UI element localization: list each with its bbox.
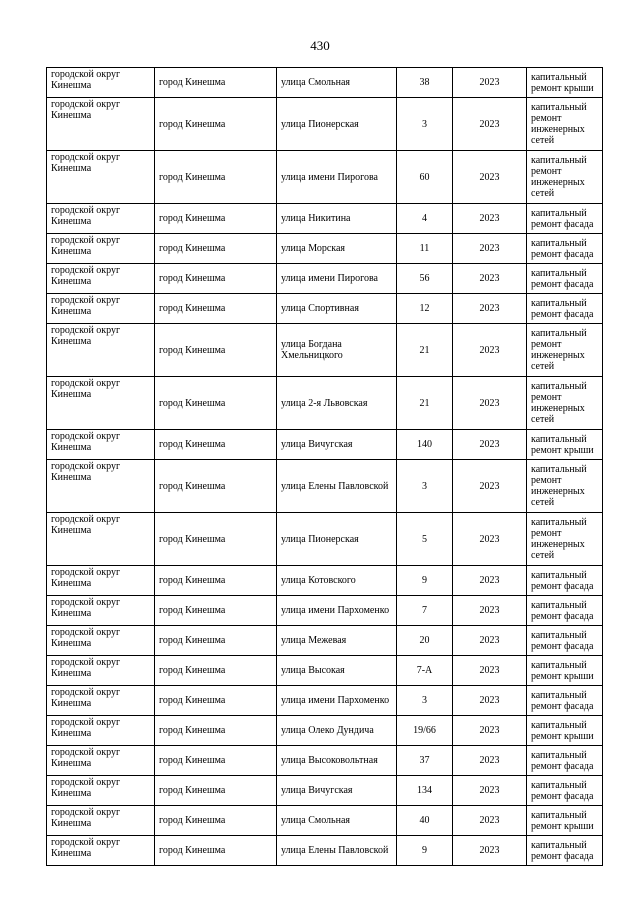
street-cell: улица Высоковольтная — [277, 746, 397, 776]
house-number-cell: 56 — [397, 264, 453, 294]
house-number-cell: 7 — [397, 596, 453, 626]
district-cell: городской округ Кинешма — [47, 204, 155, 234]
city-cell: город Кинешма — [155, 566, 277, 596]
work-type-cell: капитальный ремонт фасада — [527, 686, 603, 716]
year-cell: 2023 — [453, 264, 527, 294]
district-cell: городской округ Кинешма — [47, 656, 155, 686]
year-cell: 2023 — [453, 98, 527, 151]
work-type-cell: капитальный ремонт крыши — [527, 716, 603, 746]
work-type-cell: капитальный ремонт крыши — [527, 806, 603, 836]
street-cell: улица Смольная — [277, 68, 397, 98]
city-cell: город Кинешма — [155, 430, 277, 460]
work-type-cell: капитальный ремонт фасада — [527, 264, 603, 294]
work-type-cell: капитальный ремонт фасада — [527, 626, 603, 656]
street-cell: улица Вичугская — [277, 776, 397, 806]
year-cell: 2023 — [453, 686, 527, 716]
district-cell: городской округ Кинешма — [47, 377, 155, 430]
year-cell: 2023 — [453, 234, 527, 264]
district-cell: городской округ Кинешма — [47, 686, 155, 716]
house-number-cell: 12 — [397, 294, 453, 324]
year-cell: 2023 — [453, 626, 527, 656]
district-cell: городской округ Кинешма — [47, 294, 155, 324]
district-cell: городской округ Кинешма — [47, 324, 155, 377]
table-row — [47, 264, 603, 294]
house-number-cell: 40 — [397, 806, 453, 836]
city-cell: город Кинешма — [155, 746, 277, 776]
house-number-cell: 20 — [397, 626, 453, 656]
year-cell: 2023 — [453, 746, 527, 776]
district-cell: городской округ Кинешма — [47, 716, 155, 746]
table-row — [47, 656, 603, 686]
page-number: 430 — [310, 38, 330, 53]
city-cell: город Кинешма — [155, 776, 277, 806]
table-row — [47, 98, 603, 151]
house-number-cell: 37 — [397, 746, 453, 776]
street-cell: улица Пионерская — [277, 513, 397, 566]
city-cell: город Кинешма — [155, 264, 277, 294]
house-number-cell: 7-А — [397, 656, 453, 686]
city-cell: город Кинешма — [155, 324, 277, 377]
city-cell: город Кинешма — [155, 151, 277, 204]
table-row — [47, 596, 603, 626]
district-cell: городской округ Кинешма — [47, 430, 155, 460]
work-type-cell: капитальный ремонт крыши — [527, 68, 603, 98]
house-number-cell: 3 — [397, 98, 453, 151]
district-cell: городской округ Кинешма — [47, 234, 155, 264]
table-row — [47, 234, 603, 264]
house-number-cell: 140 — [397, 430, 453, 460]
district-cell: городской округ Кинешма — [47, 836, 155, 866]
table-row — [47, 430, 603, 460]
house-number-cell: 3 — [397, 460, 453, 513]
city-cell: город Кинешма — [155, 377, 277, 430]
table-row — [47, 566, 603, 596]
city-cell: город Кинешма — [155, 596, 277, 626]
work-type-cell: капитальный ремонт крыши — [527, 430, 603, 460]
street-cell: улица Олеко Дундича — [277, 716, 397, 746]
year-cell: 2023 — [453, 324, 527, 377]
house-number-cell: 134 — [397, 776, 453, 806]
district-cell: городской округ Кинешма — [47, 264, 155, 294]
work-type-cell: капитальный ремонт фасада — [527, 776, 603, 806]
street-cell: улица Высокая — [277, 656, 397, 686]
city-cell: город Кинешма — [155, 204, 277, 234]
work-type-cell: капитальный ремонт фасада — [527, 204, 603, 234]
year-cell: 2023 — [453, 68, 527, 98]
city-cell: город Кинешма — [155, 626, 277, 656]
street-cell: улица Межевая — [277, 626, 397, 656]
year-cell: 2023 — [453, 656, 527, 686]
house-number-cell: 21 — [397, 324, 453, 377]
house-number-cell: 4 — [397, 204, 453, 234]
district-cell: городской округ Кинешма — [47, 776, 155, 806]
district-cell: городской округ Кинешма — [47, 746, 155, 776]
district-cell: городской округ Кинешма — [47, 806, 155, 836]
street-cell: улица Елены Павловской — [277, 460, 397, 513]
house-number-cell: 9 — [397, 566, 453, 596]
table-row — [47, 68, 603, 98]
city-cell: город Кинешма — [155, 98, 277, 151]
table-row — [47, 324, 603, 377]
street-cell: улица Пионерская — [277, 98, 397, 151]
city-cell: город Кинешма — [155, 716, 277, 746]
work-type-cell: капитальный ремонт фасада — [527, 836, 603, 866]
table-row — [47, 513, 603, 566]
year-cell: 2023 — [453, 836, 527, 866]
city-cell: город Кинешма — [155, 836, 277, 866]
year-cell: 2023 — [453, 716, 527, 746]
table-row — [47, 151, 603, 204]
repair-schedule-table — [46, 67, 603, 866]
street-cell: улица Морская — [277, 234, 397, 264]
year-cell: 2023 — [453, 460, 527, 513]
table-row — [47, 746, 603, 776]
work-type-cell: капитальный ремонт крыши — [527, 656, 603, 686]
year-cell: 2023 — [453, 377, 527, 430]
work-type-cell: капитальный ремонт инженерных сетей — [527, 377, 603, 430]
year-cell: 2023 — [453, 430, 527, 460]
work-type-cell: капитальный ремонт инженерных сетей — [527, 460, 603, 513]
street-cell: улица 2-я Львовская — [277, 377, 397, 430]
district-cell: городской округ Кинешма — [47, 151, 155, 204]
work-type-cell: капитальный ремонт фасада — [527, 234, 603, 264]
year-cell: 2023 — [453, 566, 527, 596]
district-cell: городской округ Кинешма — [47, 460, 155, 513]
year-cell: 2023 — [453, 513, 527, 566]
work-type-cell: капитальный ремонт фасада — [527, 566, 603, 596]
city-cell: город Кинешма — [155, 68, 277, 98]
house-number-cell: 38 — [397, 68, 453, 98]
table-row — [47, 460, 603, 513]
year-cell: 2023 — [453, 294, 527, 324]
street-cell: улица имени Пирогова — [277, 264, 397, 294]
table-row — [47, 377, 603, 430]
street-cell: улица имени Пархоменко — [277, 596, 397, 626]
city-cell: город Кинешма — [155, 460, 277, 513]
year-cell: 2023 — [453, 596, 527, 626]
street-cell: улица Богдана Хмельницкого — [277, 324, 397, 377]
house-number-cell: 5 — [397, 513, 453, 566]
work-type-cell: капитальный ремонт фасада — [527, 294, 603, 324]
house-number-cell: 21 — [397, 377, 453, 430]
house-number-cell: 60 — [397, 151, 453, 204]
district-cell: городской округ Кинешма — [47, 68, 155, 98]
work-type-cell: капитальный ремонт фасада — [527, 746, 603, 776]
table-row — [47, 776, 603, 806]
street-cell: улица имени Пирогова — [277, 151, 397, 204]
district-cell: городской округ Кинешма — [47, 98, 155, 151]
table-row — [47, 294, 603, 324]
district-cell: городской округ Кинешма — [47, 566, 155, 596]
district-cell: городской округ Кинешма — [47, 596, 155, 626]
work-type-cell: капитальный ремонт инженерных сетей — [527, 151, 603, 204]
table-row — [47, 836, 603, 866]
city-cell: город Кинешма — [155, 294, 277, 324]
city-cell: город Кинешма — [155, 513, 277, 566]
year-cell: 2023 — [453, 806, 527, 836]
city-cell: город Кинешма — [155, 234, 277, 264]
city-cell: город Кинешма — [155, 686, 277, 716]
city-cell: город Кинешма — [155, 806, 277, 836]
street-cell: улица Вичугская — [277, 430, 397, 460]
year-cell: 2023 — [453, 151, 527, 204]
table-row — [47, 204, 603, 234]
table-row — [47, 716, 603, 746]
street-cell: улица Смольная — [277, 806, 397, 836]
table-row — [47, 806, 603, 836]
work-type-cell: капитальный ремонт инженерных сетей — [527, 324, 603, 377]
street-cell: улица Елены Павловской — [277, 836, 397, 866]
street-cell: улица Спортивная — [277, 294, 397, 324]
house-number-cell: 9 — [397, 836, 453, 866]
house-number-cell: 3 — [397, 686, 453, 716]
street-cell: улица Котовского — [277, 566, 397, 596]
street-cell: улица Никитина — [277, 204, 397, 234]
work-type-cell: капитальный ремонт инженерных сетей — [527, 513, 603, 566]
street-cell: улица имени Пархоменко — [277, 686, 397, 716]
city-cell: город Кинешма — [155, 656, 277, 686]
table-row — [47, 686, 603, 716]
district-cell: городской округ Кинешма — [47, 513, 155, 566]
district-cell: городской округ Кинешма — [47, 626, 155, 656]
year-cell: 2023 — [453, 204, 527, 234]
work-type-cell: капитальный ремонт инженерных сетей — [527, 98, 603, 151]
year-cell: 2023 — [453, 776, 527, 806]
table-row — [47, 626, 603, 656]
work-type-cell: капитальный ремонт фасада — [527, 596, 603, 626]
house-number-cell: 11 — [397, 234, 453, 264]
house-number-cell: 19/66 — [397, 716, 453, 746]
